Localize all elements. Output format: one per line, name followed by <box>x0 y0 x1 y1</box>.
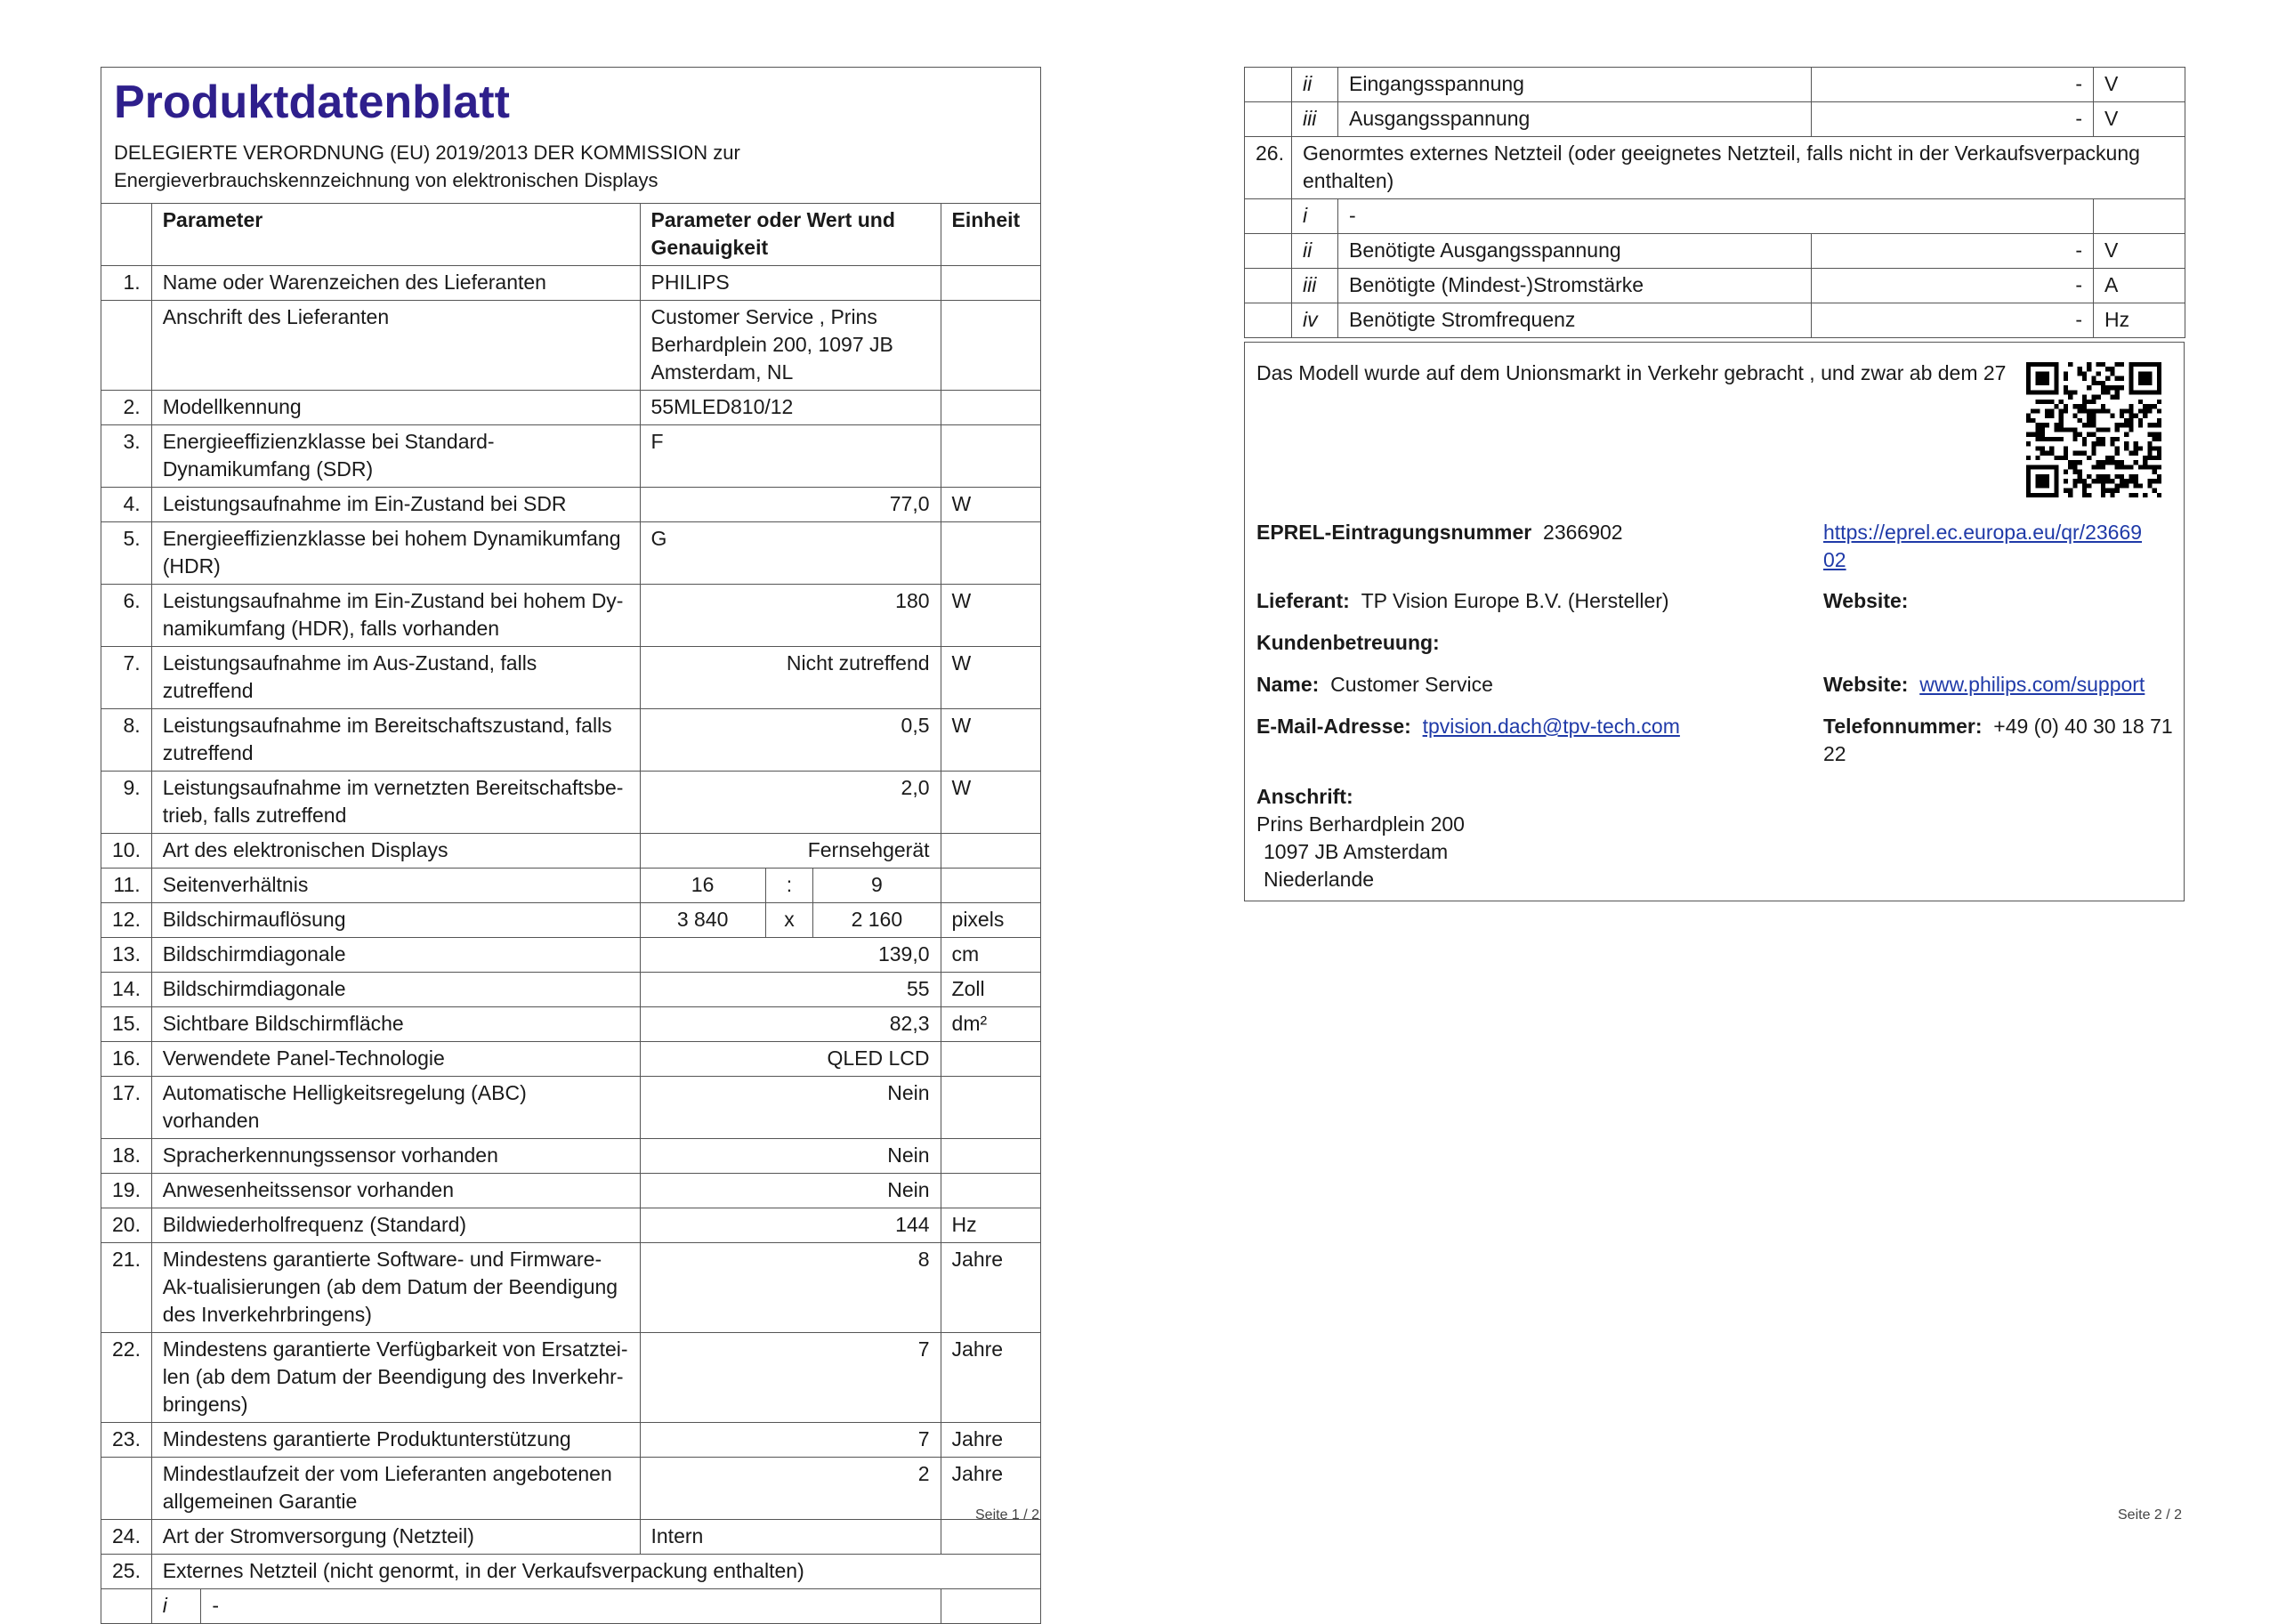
row-number: 2. <box>101 391 152 425</box>
row-value-1: 3 840 <box>640 903 765 938</box>
row-label: Genormtes externes Netzteil (oder geeignetes Netzteil, falls nicht in der Verkaufsverpackung enthalten) <box>1292 137 2185 199</box>
row-number: 3. <box>101 425 152 488</box>
row-label: Benötigte Stromfrequenz <box>1338 303 1812 338</box>
table-row <box>101 869 1041 903</box>
row-value: Nein <box>640 1139 941 1174</box>
row-value: 7 <box>640 1423 941 1458</box>
name-row <box>1256 671 1493 699</box>
table-row <box>1245 137 2185 199</box>
row-label: Art des elektronischen Displays <box>151 834 640 869</box>
table-row <box>101 938 1041 973</box>
row-label: Modellkennung <box>151 391 640 425</box>
row-label: Bildschirmdiagonale <box>151 938 640 973</box>
row-unit <box>941 1520 1040 1555</box>
row-label: Spracherkennungssensor vorhanden <box>151 1139 640 1174</box>
row-number: 25. <box>101 1555 152 1589</box>
row-value: 139,0 <box>640 938 941 973</box>
supplier-row <box>1256 587 1669 615</box>
sub-item-marker: iii <box>1292 102 1338 137</box>
row-label: Benötigte Ausgangsspannung <box>1338 234 1812 269</box>
phone-label: Telefonnummer: <box>1823 715 1983 738</box>
address-label: Anschrift: <box>1256 785 1353 808</box>
row-number: 12. <box>101 903 152 938</box>
row-number: 1. <box>101 266 152 301</box>
row-unit: W <box>941 772 1040 834</box>
row-number: 22. <box>101 1333 152 1423</box>
address-line-1: Prins Berhardplein 200 <box>1256 812 1465 836</box>
address-line-3: Niederlande <box>1264 868 1375 891</box>
row-number <box>1245 68 1292 102</box>
row-value: Customer Service , Prins Berhardplein 200, 1097 JB Amsterdam, NL <box>640 301 941 391</box>
row-label: Leistungsaufnahme im Aus-Zustand, falls zutreffend <box>151 647 640 709</box>
table-row <box>101 1077 1041 1139</box>
table-row <box>101 1208 1041 1243</box>
row-number: 5. <box>101 522 152 585</box>
row-label: Energieeffizienzklasse bei hohem Dynamikumfang (HDR) <box>151 522 640 585</box>
row-unit: Jahre <box>941 1458 1040 1520</box>
supplier-value: TP Vision Europe B.V. (Hersteller) <box>1361 589 1669 612</box>
row-number <box>101 1458 152 1520</box>
table-row <box>101 1423 1041 1458</box>
row-number <box>1245 102 1292 137</box>
row-label: Leistungsaufnahme im Bereitschaftszustand, falls zutreffend <box>151 709 640 772</box>
row-unit: Jahre <box>941 1243 1040 1333</box>
row-unit: W <box>941 709 1040 772</box>
page-title: Produktdatenblatt <box>114 77 510 128</box>
row-unit <box>941 1589 1040 1624</box>
row-value: 2 <box>640 1458 941 1520</box>
row-unit: W <box>941 585 1040 647</box>
row-number <box>1245 269 1292 303</box>
website-link[interactable]: www.philips.com/support <box>1919 673 2145 696</box>
table-row <box>101 425 1041 488</box>
row-unit <box>941 266 1040 301</box>
column-header-number <box>101 204 152 266</box>
row-value: - <box>1812 269 2094 303</box>
row-number: 26. <box>1245 137 1292 199</box>
header-row <box>101 68 1041 204</box>
row-number <box>101 1589 152 1624</box>
row-unit: W <box>941 488 1040 522</box>
column-header-row <box>101 204 1041 266</box>
table-row <box>1245 269 2185 303</box>
row-number <box>1245 199 1292 234</box>
page-number-1: Seite 1 / 2 <box>975 1507 1040 1523</box>
table-row <box>101 1520 1041 1555</box>
row-number: 21. <box>101 1243 152 1333</box>
row-value: 55MLED810/12 <box>640 391 941 425</box>
row-unit: Zoll <box>941 973 1040 1007</box>
row-value-1: 16 <box>640 869 765 903</box>
table-row <box>1245 234 2185 269</box>
qr-code-icon[interactable] <box>2026 362 2161 497</box>
row-label: Mindestens garantierte Software- und Firmware-Ak-tualisierungen (ab dem Datum der Beendigung des Inverkehrbringens) <box>151 1243 640 1333</box>
row-value-2: 2 160 <box>813 903 941 938</box>
website2-label: Website: <box>1823 673 1909 696</box>
eprel-label: EPREL-Eintragungsnummer <box>1256 521 1532 544</box>
row-label: Energieeffizienzklasse bei Standard-Dynamikumfang (SDR) <box>151 425 640 488</box>
sheet-header <box>101 68 1041 204</box>
row-value: 8 <box>640 1243 941 1333</box>
row-value: 82,3 <box>640 1007 941 1042</box>
row-unit: Hz <box>2094 303 2185 338</box>
table-row <box>101 1589 1041 1624</box>
row-number: 9. <box>101 772 152 834</box>
row-number: 6. <box>101 585 152 647</box>
eprel-row <box>1256 519 1623 546</box>
row-value: - <box>1812 102 2094 137</box>
row-label: Anschrift des Lieferanten <box>151 301 640 391</box>
row-unit <box>941 425 1040 488</box>
row-number: 23. <box>101 1423 152 1458</box>
page-number-2: Seite 2 / 2 <box>2118 1507 2183 1523</box>
row-label: Name oder Warenzeichen des Lieferanten <box>151 266 640 301</box>
table-row <box>101 1333 1041 1423</box>
row-number: 18. <box>101 1139 152 1174</box>
row-value: 2,0 <box>640 772 941 834</box>
row-unit: A <box>2094 269 2185 303</box>
row-label: Mindestens garantierte Verfügbarkeit von Ersatztei-len (ab dem Datum der Beendigung des Inverkehr-bringens) <box>151 1333 640 1423</box>
eprel-value: 2366902 <box>1543 521 1623 544</box>
row-value: Fernsehgerät <box>640 834 941 869</box>
table-row <box>1245 303 2185 338</box>
column-header-unit: Einheit <box>941 204 1040 266</box>
supplier-label: Lieferant: <box>1256 589 1350 612</box>
row-unit <box>941 301 1040 391</box>
email-link[interactable]: tpvision.dach@tpv-tech.com <box>1422 715 1680 738</box>
name-label: Name: <box>1256 673 1320 696</box>
eprel-link-text[interactable]: https://eprel.ec.europa.eu/qr/2366902 <box>1823 521 2143 571</box>
row-number: 17. <box>101 1077 152 1139</box>
row-value: F <box>640 425 941 488</box>
table-row <box>101 1555 1041 1589</box>
sub-item-marker: iii <box>1292 269 1338 303</box>
table-row <box>101 647 1041 709</box>
customer-service-label: Kundenbetreuung: <box>1256 631 1440 654</box>
row-number: 16. <box>101 1042 152 1077</box>
row-label: Mindestlaufzeit der vom Lieferanten angebotenen allgemeinen Garantie <box>151 1458 640 1520</box>
table-row <box>101 1458 1041 1520</box>
row-value: - <box>1812 68 2094 102</box>
row-unit <box>2094 199 2185 234</box>
sub-item-marker: ii <box>1292 68 1338 102</box>
row-label: Anwesenheitssensor vorhanden <box>151 1174 640 1208</box>
row-label: Leistungsaufnahme im Ein-Zustand bei hohem Dy-namikumfang (HDR), falls vorhanden <box>151 585 640 647</box>
row-value-separator: x <box>765 903 812 938</box>
table-row <box>101 1139 1041 1174</box>
row-number <box>1245 303 1292 338</box>
sub-item-marker: ii <box>1292 234 1338 269</box>
row-label: Eingangsspannung <box>1338 68 1812 102</box>
row-number: 10. <box>101 834 152 869</box>
row-label: Mindestens garantierte Produktunterstützung <box>151 1423 640 1458</box>
row-value: Intern <box>640 1520 941 1555</box>
row-value: - <box>1812 234 2094 269</box>
row-unit: Jahre <box>941 1333 1040 1423</box>
row-value: 77,0 <box>640 488 941 522</box>
row-unit: V <box>2094 102 2185 137</box>
table-row <box>101 1042 1041 1077</box>
table-row <box>101 1174 1041 1208</box>
regulation-line-2: Energieverbrauchskennzeichnung von elektronischen Displays <box>114 169 658 191</box>
row-unit: cm <box>941 938 1040 973</box>
row-unit: V <box>2094 68 2185 102</box>
table-row <box>101 903 1041 938</box>
row-unit: Jahre <box>941 1423 1040 1458</box>
row-unit <box>941 391 1040 425</box>
row-unit: Hz <box>941 1208 1040 1243</box>
table-row <box>101 772 1041 834</box>
row-value: 180 <box>640 585 941 647</box>
website-label: Website: <box>1823 589 1909 612</box>
row-value: Nein <box>640 1174 941 1208</box>
row-unit <box>941 869 1040 903</box>
table-row <box>101 1007 1041 1042</box>
row-value: Nein <box>640 1077 941 1139</box>
table-row <box>1245 102 2185 137</box>
row-label: Benötigte (Mindest-)Stromstärke <box>1338 269 1812 303</box>
row-label: Seitenverhältnis <box>151 869 640 903</box>
row-value: G <box>640 522 941 585</box>
table-row <box>1245 199 2185 234</box>
row-number: 15. <box>101 1007 152 1042</box>
table-row <box>101 1243 1041 1333</box>
table-row <box>101 522 1041 585</box>
email-label: E-Mail-Adresse: <box>1256 715 1411 738</box>
row-unit: dm² <box>941 1007 1040 1042</box>
row-value: 144 <box>640 1208 941 1243</box>
power-supply-table <box>1244 67 2185 338</box>
row-number: 19. <box>101 1174 152 1208</box>
row-label: - <box>1338 199 2094 234</box>
row-value: PHILIPS <box>640 266 941 301</box>
row-unit: W <box>941 647 1040 709</box>
row-unit: pixels <box>941 903 1040 938</box>
eprel-link[interactable] <box>1823 519 2144 574</box>
row-label: Verwendete Panel-Technologie <box>151 1042 640 1077</box>
column-header-parameter: Parameter <box>151 204 640 266</box>
row-label: Sichtbare Bildschirmfläche <box>151 1007 640 1042</box>
row-number: 13. <box>101 938 152 973</box>
row-unit <box>941 834 1040 869</box>
row-value: Nicht zutreffend <box>640 647 941 709</box>
table-row <box>1245 68 2185 102</box>
table-row <box>101 709 1041 772</box>
supplier-info-box <box>1244 342 2185 901</box>
sub-item-marker: iv <box>1292 303 1338 338</box>
row-unit <box>941 1139 1040 1174</box>
row-label: - <box>201 1589 941 1624</box>
row-label: Automatische Helligkeitsregelung (ABC) vorhanden <box>151 1077 640 1139</box>
row-label: Bildschirmdiagonale <box>151 973 640 1007</box>
table-row <box>101 301 1041 391</box>
row-number: 4. <box>101 488 152 522</box>
table-row <box>101 266 1041 301</box>
row-value: 0,5 <box>640 709 941 772</box>
row-label: Art der Stromversorgung (Netzteil) <box>151 1520 640 1555</box>
row-value: 7 <box>640 1333 941 1423</box>
name-value: Customer Service <box>1330 673 1493 696</box>
row-unit <box>941 1174 1040 1208</box>
row-unit: V <box>2094 234 2185 269</box>
row-number: 11. <box>101 869 152 903</box>
row-number: 8. <box>101 709 152 772</box>
sub-item-marker: i <box>151 1589 201 1624</box>
regulation-line-1: DELEGIERTE VERORDNUNG (EU) 2019/2013 DER KOMMISSION zur <box>114 141 740 164</box>
phone-value: +49 (0) 40 30 18 71 22 <box>1823 715 2173 765</box>
sub-item-marker: i <box>1292 199 1338 234</box>
website-row <box>1823 671 2145 699</box>
row-number: 14. <box>101 973 152 1007</box>
row-number <box>101 301 152 391</box>
row-value-2: 9 <box>813 869 941 903</box>
row-number: 24. <box>101 1520 152 1555</box>
table-row <box>101 488 1041 522</box>
row-value: 55 <box>640 973 941 1007</box>
address-line-2: 1097 JB Amsterdam <box>1264 840 1449 863</box>
table-row <box>101 585 1041 647</box>
column-header-value: Parameter oder Wert und Genauigkeit <box>640 204 941 266</box>
row-label: Bildschirmauflösung <box>151 903 640 938</box>
row-number <box>1245 234 1292 269</box>
row-value-separator: : <box>765 869 812 903</box>
row-number: 7. <box>101 647 152 709</box>
row-value: - <box>1812 303 2094 338</box>
row-label: Leistungsaufnahme im Ein-Zustand bei SDR <box>151 488 640 522</box>
market-placement-text: Das Modell wurde auf dem Unionsmarkt in Verkehr gebracht , und zwar ab dem 27 <box>1256 361 2007 384</box>
product-data-table <box>101 67 1041 1624</box>
row-label: Leistungsaufnahme im vernetzten Bereitschaftsbe-trieb, falls zutreffend <box>151 772 640 834</box>
table-row <box>101 391 1041 425</box>
row-label: Externes Netzteil (nicht genormt, in der Verkaufsverpackung enthalten) <box>151 1555 1040 1589</box>
table-row <box>101 834 1041 869</box>
row-number: 20. <box>101 1208 152 1243</box>
email-row <box>1256 713 1680 740</box>
row-value: QLED LCD <box>640 1042 941 1077</box>
row-unit <box>941 522 1040 585</box>
phone-row <box>1823 713 2179 768</box>
row-label: Bildwiederholfrequenz (Standard) <box>151 1208 640 1243</box>
row-unit <box>941 1077 1040 1139</box>
row-unit <box>941 1042 1040 1077</box>
table-row <box>101 973 1041 1007</box>
row-label: Ausgangsspannung <box>1338 102 1812 137</box>
